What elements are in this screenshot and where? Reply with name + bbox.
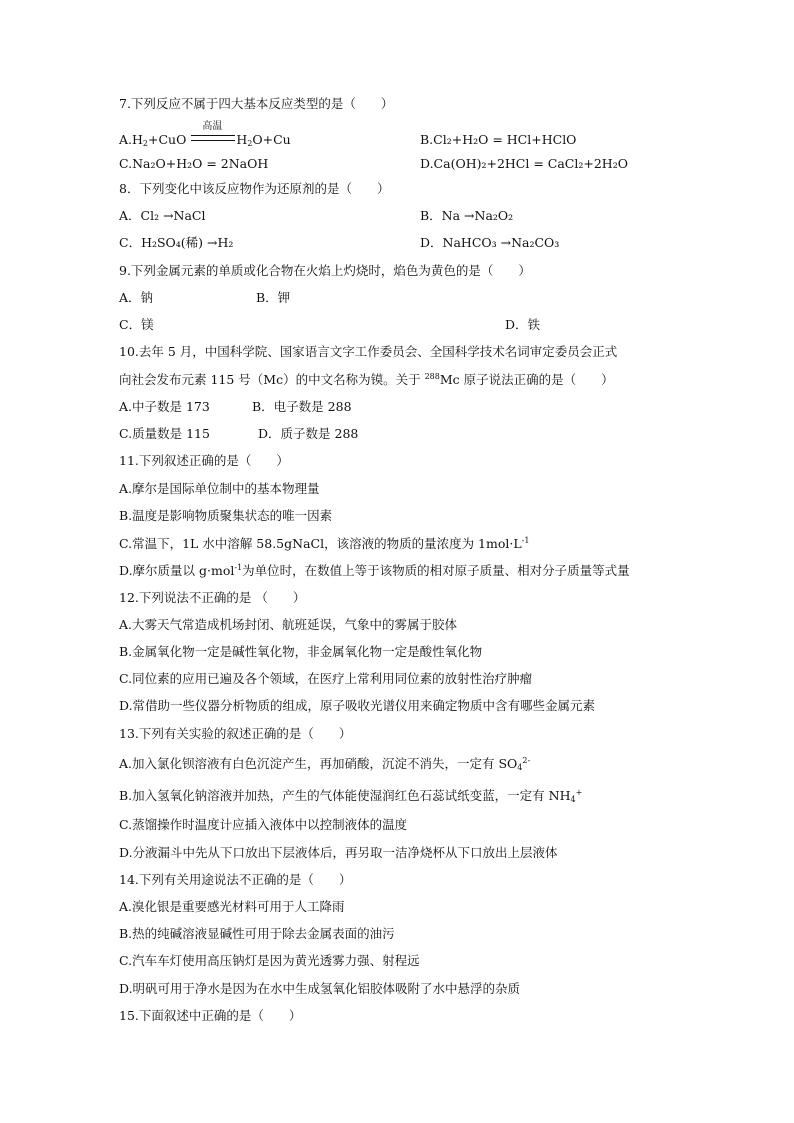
q11-option-a: A.摩尔是国际单位制中的基本物理量 xyxy=(119,481,320,496)
q8-stem: 8．下列变化中该反应物作为还原剂的是（ ） xyxy=(119,181,390,196)
q13-option-b xyxy=(119,788,582,804)
q8-option-d: D．NaHCO₃ →Na₂CO₃ xyxy=(420,235,560,250)
q11-option-b: B.温度是影响物质聚集状态的唯一因素 xyxy=(119,508,333,523)
q10-option-a: A.中子数是 173 xyxy=(119,399,210,414)
q14-stem: 14.下列有关用途说法不正确的是（ ） xyxy=(119,872,352,887)
q10-stem-line1: 10.去年 5 月，中国科学院、国家语言文字工作委员会、全国科学技术名词审定委员会正式 xyxy=(119,344,618,359)
q7-stem: 7.下列反应不属于四大基本反应类型的是（ ） xyxy=(119,96,394,111)
q13-b-text: B.加入氢氧化钠溶液并加热，产生的气体能使湿润红色石蕊试纸变蓝，一定有 NH xyxy=(119,788,571,803)
q14-option-c: C.汽车车灯使用高压钠灯是因为黄光透雾力强、射程远 xyxy=(119,953,420,968)
q14-option-b: B.热的纯碱溶液显碱性可用于除去金属表面的油污 xyxy=(119,926,395,941)
q10-stem-line2b: Mc 原子说法正确的是（ ） xyxy=(439,372,614,387)
q10-option-b: B．电子数是 288 xyxy=(252,399,352,414)
q9-option-c: C．镁 xyxy=(119,317,154,332)
q10-option-d: D．质子数是 288 xyxy=(258,426,359,441)
q12-option-c: C.同位素的应用已遍及各个领域，在医疗上常利用同位素的放射性治疗肿瘤 xyxy=(119,671,533,686)
q7-a-rhs: H xyxy=(236,132,248,147)
q7-a-lhs: H xyxy=(132,132,143,147)
q13-a-sub: 4 xyxy=(517,763,523,772)
q11-option-d xyxy=(119,563,630,579)
q8-option-b: B．Na →Na₂O₂ xyxy=(420,208,514,223)
q12-option-d: D.常借助一些仪器分析物质的组成，原子吸收光谱仪用来确定物质中含有哪些金属元素 xyxy=(119,698,596,713)
q13-b-sup: + xyxy=(575,788,583,797)
q12-option-b: B.金属氧化物一定是碱性氧化物，非金属氧化物一定是酸性氧化物 xyxy=(119,644,483,659)
q10-stem-line2a: 向社会发布元素 115 号（Mc）的中文名称为镆。关于 xyxy=(119,372,425,387)
q15-stem: 15.下面叙述中正确的是（ ） xyxy=(119,1008,302,1023)
q13-stem: 13.下列有关实验的叙述正确的是（ ） xyxy=(119,726,352,741)
q14-option-a: A.溴化银是重要感光材料可用于人工降雨 xyxy=(119,899,345,914)
q10-stem-line2 xyxy=(119,372,614,388)
q7-a-lhs-rest: +CuO xyxy=(148,132,187,147)
q11-d-text2: 为单位时，在数值上等于该物质的相对原子质量、相对分子质量等式量 xyxy=(242,563,630,578)
q10-mass-number: 288 xyxy=(424,372,440,381)
q9-stem: 9.下列金属元素的单质或化合物在火焰上灼烧时，焰色为黄色的是（ ） xyxy=(119,263,531,278)
q12-option-a: A.大雾天气常造成机场封闭、航班延误，气象中的雾属于胶体 xyxy=(119,617,458,632)
q8-option-a: A．Cl₂ →NaCl xyxy=(119,208,206,223)
q12-stem: 12.下列说法不正确的是 （ ） xyxy=(119,590,306,605)
q13-option-c: C.蒸馏操作时温度计应插入液体中以控制液体的温度 xyxy=(119,817,408,832)
q7-a-lhs-sub: 2 xyxy=(142,139,149,148)
q9-option-a: A．钠 xyxy=(119,290,154,305)
q11-c-text: C.常温下，1L 水中溶解 58.5gNaCl，该溶液的物质的量浓度为 1mol·L xyxy=(119,536,522,551)
q9-option-d: D．铁 xyxy=(505,317,541,332)
q11-c-sup: -1 xyxy=(521,536,530,545)
q13-option-a xyxy=(119,756,530,772)
q13-option-d: D.分液漏斗中先从下口放出下层液体后，再另取一洁净烧杯从下口放出上层液体 xyxy=(119,845,558,860)
q7-a-rhs-rest: O+Cu xyxy=(252,132,291,147)
q11-option-c xyxy=(119,536,529,552)
reaction-equals-sign xyxy=(191,135,235,141)
q7-option-b: B.Cl₂+H₂O = HCl+HClO xyxy=(420,132,577,147)
q10-option-c: C.质量数是 115 xyxy=(119,426,210,441)
q13-a-sup: 2- xyxy=(522,756,531,765)
q14-option-d: D.明矾可用于净水是因为在水中生成氢氧化铝胶体吸附了水中悬浮的杂质 xyxy=(119,981,521,996)
q13-b-sub: 4 xyxy=(570,795,576,804)
q8-option-c: C．H₂SO₄(稀) →H₂ xyxy=(119,235,234,250)
reaction-condition: 高温 xyxy=(202,121,223,132)
q7-option-d: D.Ca(OH)₂+2HCl = CaCl₂+2H₂O xyxy=(420,156,628,171)
q7-a-rhs-sub: 2 xyxy=(247,139,253,148)
q7-option-a xyxy=(119,121,291,148)
q7-a-label: A. xyxy=(119,132,133,147)
q7-option-c: C.Na₂O+H₂O = 2NaOH xyxy=(119,156,269,171)
q11-d-text1: D.摩尔质量以 g·mol xyxy=(119,563,235,578)
q9-option-b: B．钾 xyxy=(256,290,291,305)
q13-a-text: A.加入氯化钡溶液有白色沉淀产生，再加硝酸，沉淀不消失，一定有 SO xyxy=(119,756,518,771)
q11-d-sup: -1 xyxy=(234,563,243,572)
q11-stem: 11.下列叙述正确的是（ ） xyxy=(119,453,289,468)
